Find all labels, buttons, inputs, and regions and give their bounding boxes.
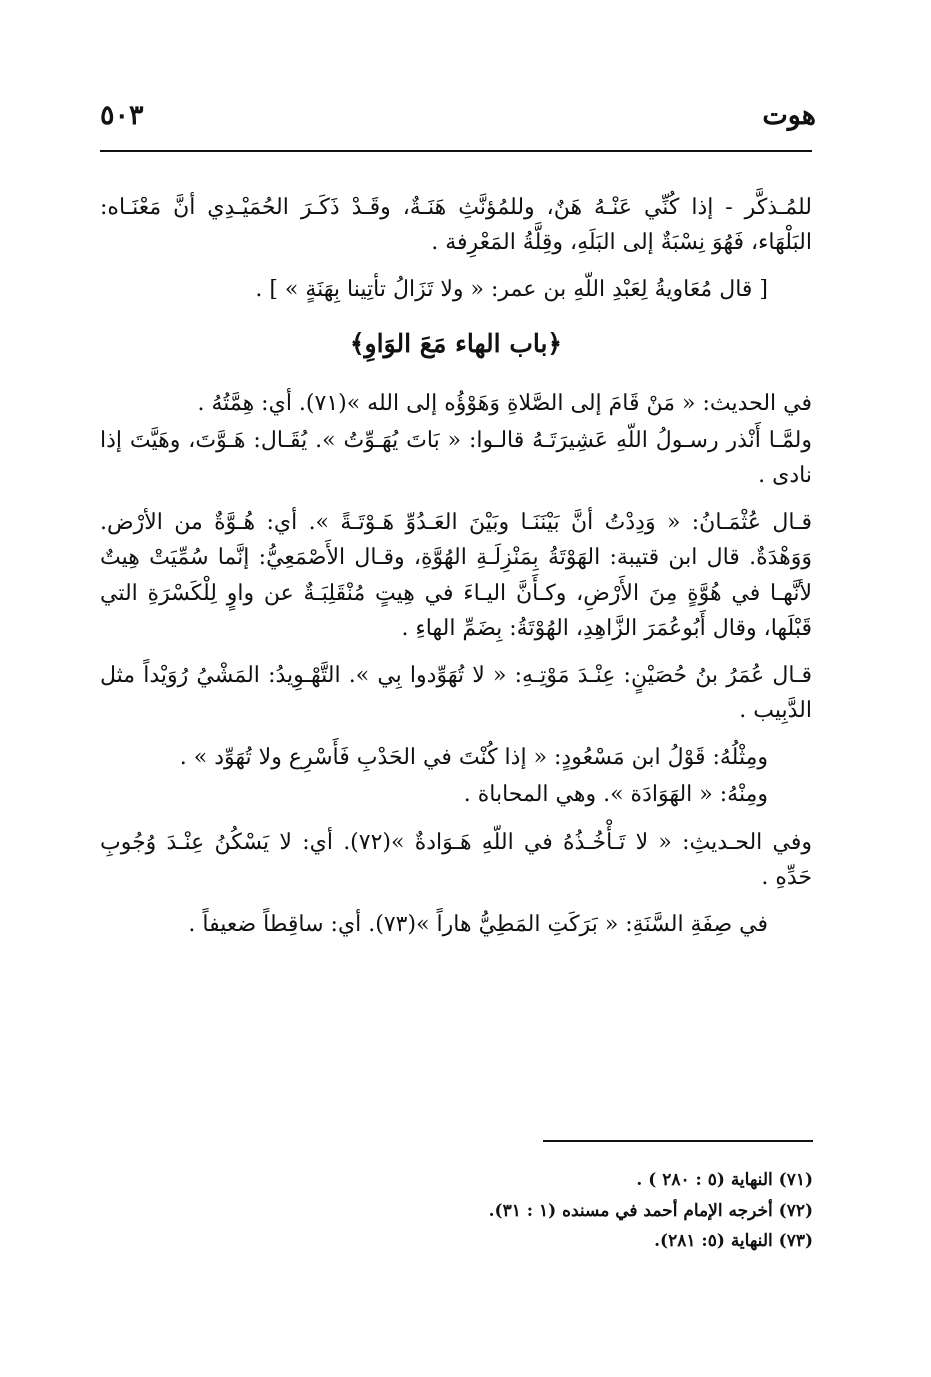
paragraph-4: قـال عُثْمَـانُ: « وَدِدْتُ أنَّ بَيْنَنَـا وبَيْنَ العَـدُوِّ هَـوْتَـةً ». أي: هُـوَّةٌ من الأرْض. وَوَهْدَةٌ. قال ابن قتيبة: الهَوْتَةُ بِمَنْزِلَـةِ الهُوَّةِ، وقـال الأَصْمَعِيُّ: إنَّما سُمِّيَتْ هِيتٌ لأنَّهـا في هُوَّةٍ مِنَ الأَرْضِ، وكـأَنَّ اليـاءَ في هِيتٍ مُنْقَلِبَـةٌ عن واوٍ لِلْكَسْرَةِ التي قَبْلَها، وقال أَبُوعُمَرَ الزَّاهِدِ، الهُوْتَةُ: بِضَمِّ الهاءِ . (100, 510, 812, 641)
footnote-72: (٧٢) أخرجه الإمام أحمد في مسنده (١ : ٣١). (488, 1200, 813, 1221)
paragraph-8: في صِفَةِ السَّنَةِ: « بَرَكَتِ المَطِيُّ هاراً »(٧٣). أي: ساقِطاً ضعيفاً . (188, 912, 768, 937)
footnote-73: (٧٣) النهاية (٥: ٢٨١). (654, 1231, 813, 1252)
footnote-71: (٧١) النهاية (٥ : ٢٨٠ ) . (636, 1170, 813, 1190)
paragraph-2: [ قال مُعَاويةُ لِعَبْدِ اللّهِ بن عمر: « ولا تَزَالُ تأتِينا بِهَنَةٍ » ] . (255, 277, 768, 303)
paragraph-3b: ولمَّـا أَنْذر رسـولُ اللّهِ عَشِيرَتَـهُ قالـوا: « بَاتَ يُهَـوِّتُ ». يُقَـال: هَـوَّتَ، وهَيَّتَ إذا نادى . (100, 427, 812, 488)
page-number: ٥٠٣ (100, 100, 144, 131)
main-text (100, 190, 812, 954)
footnote-rule (543, 1140, 813, 1142)
paragraph-5: قـال عُمَرُ بنُ حُصَيْنٍ: عِنْـدَ مَوْتِـهِ: « لا تُهَوِّدوا بِي ». التَّهْـوِيدُ: المَشْيُ رُوَيْداً مثل الدَّبِيب . (100, 662, 812, 724)
section-heading: ﴿باب الهاء مَعَ الوَاوِ﴾ (349, 328, 563, 358)
paragraph-6a: ومِثْلُهُ: قَوْلُ ابن مَسْعُودٍ: « إذا كُنْتَ في الحَدْبِ فَأَسْرِع ولا تُهَوِّد » . (179, 745, 768, 771)
paragraph-6b: ومِنْهُ: « الهَوَادَة ». وهي المحاباة . (463, 782, 768, 808)
paragraph-3a: في الحديث: « مَنْ قَامَ إلى الصَّلاةِ وَهَوْؤُه إلى الله »(٧١). أي: هِمَّتُهُ . (197, 390, 812, 416)
paragraph-1: للمُـذكَّر - إذا كُنِّي عَنْـهُ هَنٌ، وللمُؤنَّثِ هَنَـةٌ، وقَـدْ ذَكَـرَ الحُمَيْـدِي أنَّ مَعْنَـاه: البَلْهَاء، فَهُوَ نِسْبَةٌ إلى البَلَهِ، وقِلَّةُ المَعْرِفة . (100, 195, 812, 256)
paragraph-7: وفي الحـديثِ: « لا تَـأْخُـذُهُ في اللّهِ هَـوَادةٌ »(٧٢). أي: لا يَسْكُنُ عِنْـدَ وُجُوبِ حَدِّهِ . (100, 829, 812, 890)
running-header-title: هوت (762, 100, 816, 131)
header-rule (100, 150, 812, 152)
footnotes (213, 1165, 813, 1257)
